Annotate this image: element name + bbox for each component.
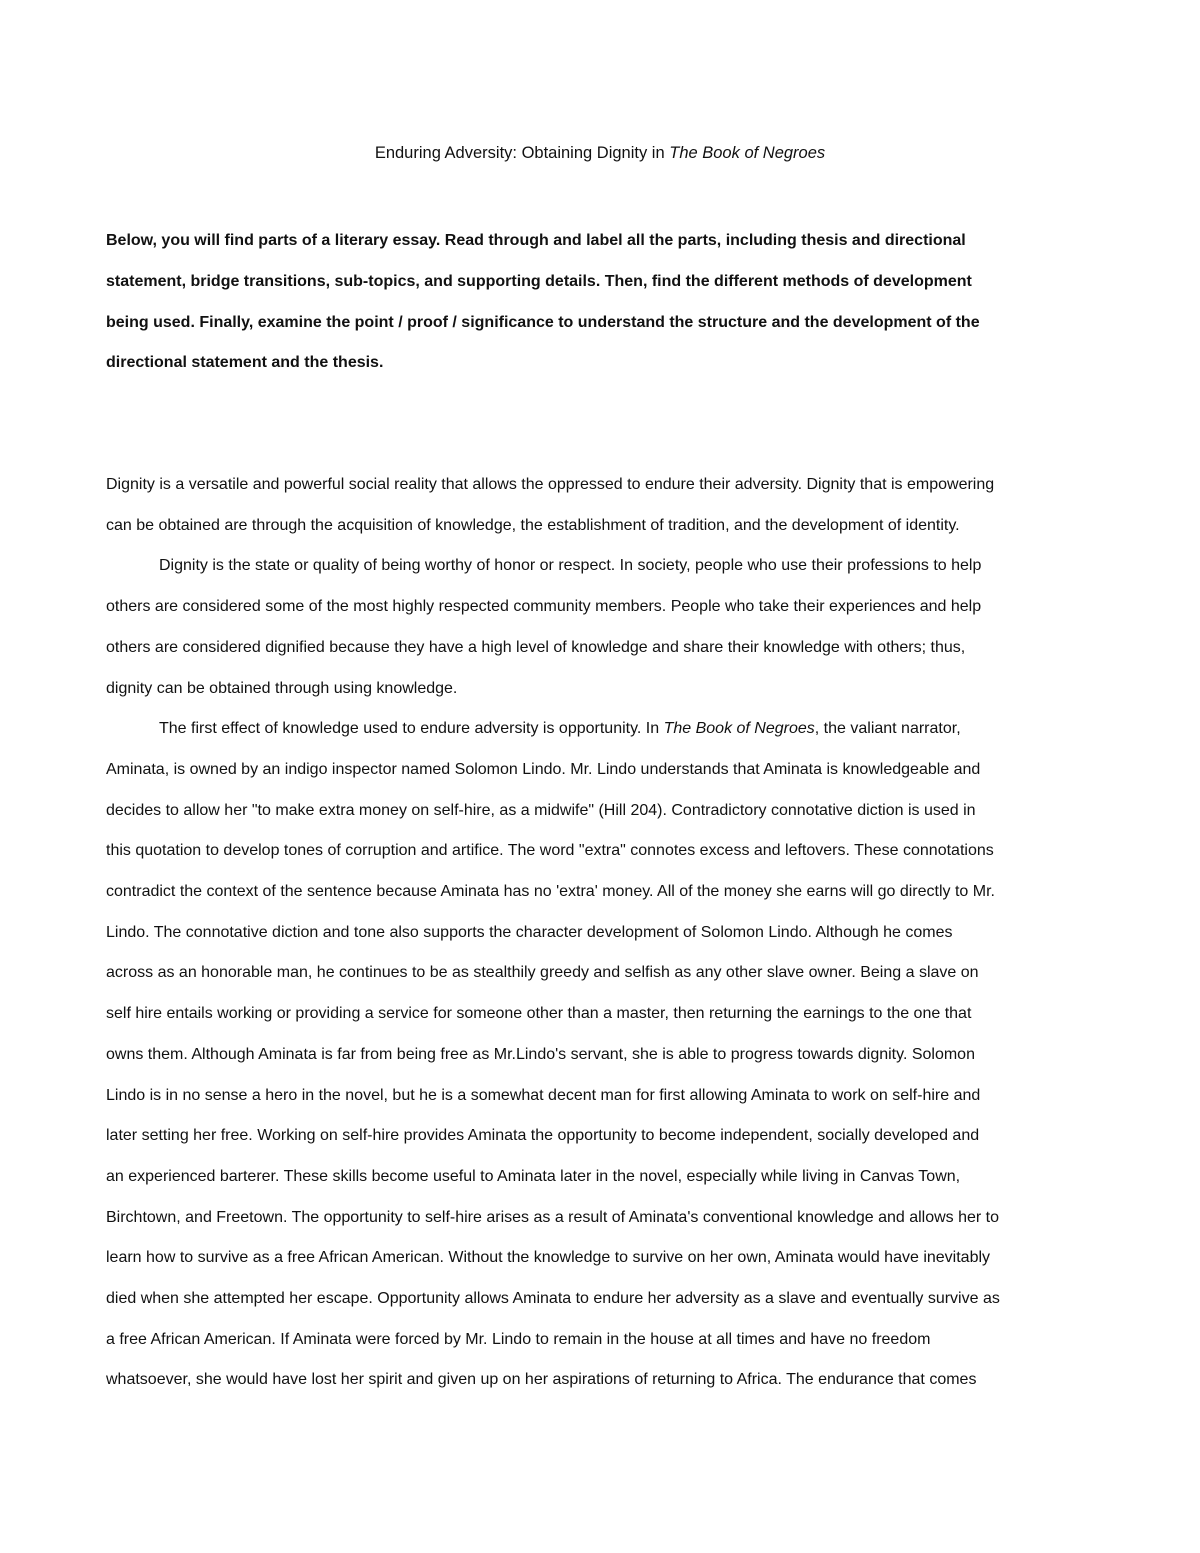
book-title-reference: The Book of Negroes	[663, 720, 815, 738]
essay-body	[106, 465, 1106, 1401]
intro-line: Dignity is a versatile and powerful social reality that allows the oppressed to endure their adversity. Dignity that is empowering	[106, 476, 995, 493]
paragraph-line: across as an honorable man, he continues to be as stealthily greedy and selfish as any other slave owner. Being a slave on	[106, 964, 979, 982]
paragraph-line: Dignity is the state or quality of being worthy of honor or respect. In society, people who use their professions to help	[159, 557, 982, 575]
essay-title-prefix: Enduring Adversity: Obtaining Dignity in	[374, 144, 670, 162]
paragraph-line: Birchtown, and Freetown. The opportunity to self-hire arises as a result of Aminata's conventional knowledge and allows her to	[106, 1208, 1000, 1226]
paragraph-line: later setting her free. Working on self-hire provides Aminata the opportunity to become independent, socially developed and	[106, 1127, 980, 1145]
intro-line: can be obtained are through the acquisition of knowledge, the establishment of tradition, and the development of identity.	[106, 516, 960, 534]
paragraph-line: died when she attempted her escape. Opportunity allows Aminata to endure her adversity as a slave and eventually survive as	[106, 1290, 1000, 1308]
paragraph-line: this quotation to develop tones of corruption and artifice. The word "extra" connotes excess and leftovers. These connotations	[106, 842, 994, 860]
paragraph-line: Lindo is in no sense a hero in the novel, but he is a somewhat decent man for first allowing Aminata to work on self-hire and	[106, 1086, 981, 1104]
instructions-line: Below, you will find parts of a literary essay. Read through and label all the parts, including thesis and directional	[106, 232, 966, 249]
instructions-line: being used. Finally, examine the point / proof / significance to understand the structure and the development of the	[106, 313, 980, 331]
paragraph-line: a free African American. If Aminata were forced by Mr. Lindo to remain in the house at all times and have no freedom	[106, 1330, 931, 1348]
paragraph-line: Aminata, is owned by an indigo inspector named Solomon Lindo. Mr. Lindo understands that Aminata is knowledgeable and	[106, 760, 981, 778]
paragraph-line: an experienced barterer. These skills become useful to Aminata later in the novel, especially while living in Canvas Town,	[106, 1167, 961, 1185]
first-line-suffix: , the valiant narrator,	[814, 720, 961, 738]
paragraph-line: whatsoever, she would have lost her spirit and given up on her aspirations of returning to Africa. The endurance that comes	[106, 1371, 977, 1389]
paragraph-line: self hire entails working or providing a service for someone other than a master, then returning the earnings to the one that	[106, 1005, 972, 1023]
paragraph-line: contradict the context of the sentence because Aminata has no 'extra' money. All of the money she earns will go directly to Mr.	[106, 883, 995, 901]
paragraph-line: Lindo. The connotative diction and tone also supports the character development of Solomon Lindo. Although he comes	[106, 923, 953, 941]
instructions-line: statement, bridge transitions, sub-topics, and supporting details. Then, find the different methods of development	[106, 272, 972, 290]
paragraph-line: learn how to survive as a free African American. Without the knowledge to survive on her own, Aminata would have inevitably	[106, 1249, 991, 1267]
body-paragraph-opportunity	[106, 709, 1106, 1401]
paragraph-line: others are considered dignified because they have a high level of knowledge and share their knowledge with others; thus,	[106, 638, 966, 656]
instructions-block	[106, 221, 1106, 384]
intro-paragraph	[106, 465, 1106, 546]
paragraph-line: others are considered some of the most highly respected community members. People who take their experiences and help	[106, 598, 982, 616]
first-line-prefix: The first effect of knowledge used to endure adversity is opportunity. In	[159, 720, 664, 738]
essay-title	[0, 141, 1200, 165]
paragraph-line: decides to allow her "to make extra money on self-hire, as a midwife" (Hill 204). Contradictory connotative diction is used in	[106, 801, 976, 819]
body-paragraph-definition	[106, 546, 1106, 709]
essay-title-book: The Book of Negroes	[669, 144, 826, 162]
instructions-line: directional statement and the thesis.	[106, 354, 384, 372]
paragraph-line: owns them. Although Aminata is far from being free as Mr.Lindo's servant, she is able to progress towards dignity. Solomon	[106, 1045, 975, 1063]
paragraph-line: dignity can be obtained through using knowledge.	[106, 679, 458, 697]
paragraph-first-line	[106, 709, 1106, 750]
